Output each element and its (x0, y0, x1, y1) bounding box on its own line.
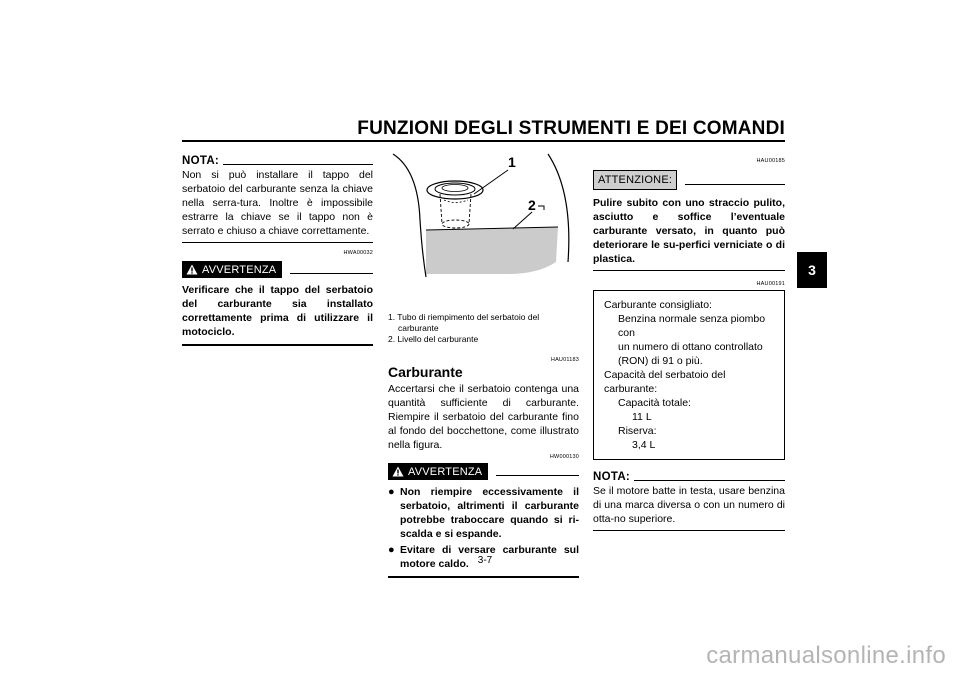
column-left (182, 152, 373, 346)
note-text: Se il motore batte in testa, usare benzina di una marca diversa o con un numero di otta-no superiore. (593, 485, 785, 525)
caption-item-1-cont: carburante (398, 323, 439, 333)
bullet-dot-icon: ● (388, 544, 395, 556)
attention-rule (685, 184, 785, 185)
warning-text: Verificare che il tappo del serbatoio del carburante sia installato correttamente prima di utilizzare il motociclo. (182, 284, 373, 338)
note-end-rule (593, 530, 785, 531)
note-text: Non si può installare il tappo del serbatoio del carburante senza la chiave nella serra-tura. Inoltre è impossibile estrarre la chiave se il tappo non è serrato e chiuso a chiave correttamente. (182, 169, 373, 237)
page-header-title: FUNZIONI DEGLI STRUMENTI E DEI COMANDI (357, 118, 785, 139)
caption-item-2: 2. Livello del carburante (388, 334, 479, 344)
warning-box (182, 261, 282, 278)
warning-rule (290, 273, 373, 274)
reference-code: HW000130 (549, 454, 579, 460)
attention-text: Pulire subito con uno straccio pulito, asciutto e soffice l’eventuale carburante versato, in quanto può deteriorare le su-perfici verniciate o di plastica. (593, 197, 785, 265)
warning-rule (496, 475, 579, 476)
note-heading (182, 154, 373, 168)
reference-code: HAU00185 (756, 158, 785, 164)
warning-heading (182, 261, 373, 278)
spec-line: (RON) di 91 o più. (618, 355, 703, 367)
caption-item-1: 1. Tubo di riempimento del serbatoio del (388, 312, 540, 322)
warning-box (388, 463, 488, 480)
warning-triangle-icon (186, 264, 198, 275)
warning-bullet-text: Non riempire eccessivamente il serbatoio, altrimenti il carburante potrebbe traboccare quando si ri-scalda e si espande. (400, 486, 579, 540)
note-rule (634, 480, 785, 481)
warning-end-rule (182, 344, 373, 346)
warning-label: AVVERTENZA (202, 263, 277, 276)
fuel-tank-illustration (388, 152, 579, 304)
spec-line: Capacità totale: (618, 397, 691, 409)
spec-line: Benzina normale senza piombo con (618, 313, 766, 339)
warning-bullet-text: Evitare di versare carburante sul motore caldo. (400, 544, 579, 570)
spec-line: Capacità del serbatoio del carburante: (604, 369, 726, 395)
warning-label: AVVERTENZA (408, 465, 483, 478)
attention-end-rule (593, 270, 785, 271)
spec-value: 11 L (632, 411, 652, 423)
chapter-tab: 3 (797, 252, 827, 288)
header-rule (182, 140, 785, 142)
callout-2: 2 (528, 197, 536, 213)
fuel-specs-box (593, 290, 785, 460)
spec-line: un numero di ottano controllato (618, 341, 763, 353)
warning-heading (388, 463, 579, 480)
spec-value: 3,4 L (632, 439, 656, 451)
bullet-dot-icon: ● (388, 486, 395, 498)
note-label: NOTA: (182, 155, 220, 167)
spec-line: Riserva: (618, 425, 657, 437)
column-middle (388, 152, 579, 578)
watermark: carmanualsonline.info (706, 642, 946, 669)
fuel-body-text: Accertarsi che il serbatoio contenga una quantità sufficiente di carburante. Riempire il serbatoio del carburante fino al fondo del bocchettone, come illustrato nella figura. (388, 383, 579, 451)
page-number: 3-7 (477, 555, 493, 566)
reference-code: HWA00032 (343, 250, 373, 256)
section-title: Carburante (388, 364, 463, 380)
warning-bullet (388, 485, 579, 541)
warning-end-rule (388, 576, 579, 578)
attention-label: ATTENZIONE: (593, 170, 677, 190)
note-heading (593, 470, 785, 484)
spec-line: Carburante consigliato: (604, 299, 712, 311)
fuel-tank-figure (388, 152, 579, 304)
reference-code: HAU01183 (550, 357, 579, 363)
note-label: NOTA: (593, 471, 631, 483)
reference-code: HAU00191 (756, 281, 785, 287)
note-end-rule (182, 242, 373, 243)
column-right (593, 152, 785, 531)
attention-heading (593, 170, 785, 190)
warning-triangle-icon (392, 466, 404, 477)
figure-caption (388, 312, 579, 345)
note-rule (223, 164, 373, 165)
callout-1: 1 (508, 154, 516, 170)
